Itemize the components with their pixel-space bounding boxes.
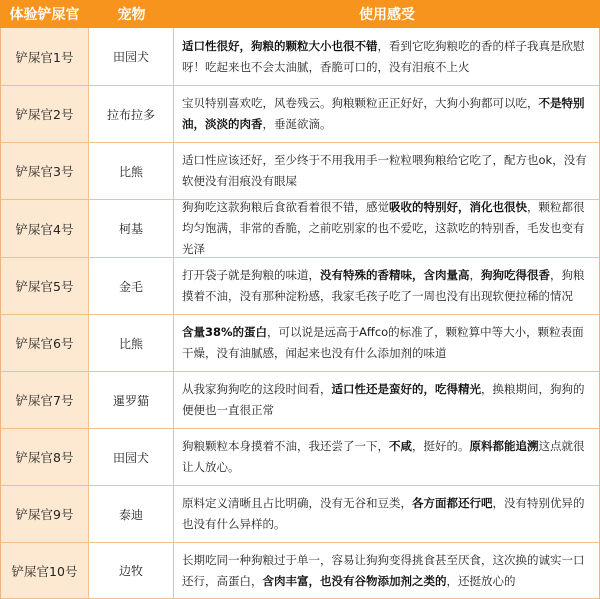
table-header	[0, 0, 600, 28]
pet-cell: 田园犬	[89, 429, 174, 485]
experience-cell	[174, 315, 599, 371]
table-row	[1, 372, 599, 429]
plain-text: 长期吃同一种狗粮过于单一，容易让狗狗变得挑食甚至厌食，这次换的诚实一口还行，高蛋白，	[182, 552, 585, 588]
pet-cell: 泰迪	[89, 486, 174, 542]
plain-text: ，没有特别优异的也没有什么异样的。	[182, 496, 585, 531]
plain-text: 宝贝特别喜欢吃，风卷残云。狗粮颗粒正正好好，大狗小狗都可以吃，	[182, 96, 539, 110]
experience-cell	[174, 86, 599, 142]
experience-text	[182, 436, 593, 478]
table-row	[1, 86, 599, 143]
highlight-text: 不咸	[389, 439, 412, 453]
experience-cell	[174, 486, 599, 542]
user-cell: 铲屎官4号	[1, 200, 89, 257]
plain-text: ，挺好的。	[412, 439, 470, 453]
user-cell: 铲屎官5号	[1, 258, 89, 314]
highlight-text: 不是特别油，淡淡的肉香	[182, 96, 585, 131]
header-experience: 使用感受	[359, 7, 415, 23]
plain-text: ，可以说是远高于Affco的标准了，颗粒算中等大小，颗粒表面干燥，没有油腻感，闻起来也没有什么添加剂的味道	[182, 325, 584, 360]
table-row	[1, 486, 599, 543]
table-row	[1, 143, 599, 200]
table-row	[1, 543, 599, 599]
experience-cell	[174, 258, 599, 314]
experience-cell	[174, 372, 599, 428]
plain-text: ，还挺放心的	[446, 573, 516, 588]
highlight-text: 适口性很好，狗粮的颗粒大小也很不错	[182, 38, 378, 53]
user-cell: 铲屎官9号	[1, 486, 89, 542]
experience-text	[182, 150, 593, 192]
table-row	[1, 200, 599, 258]
pet-cell: 比熊	[89, 315, 174, 371]
plain-text: ，狗粮摸着不油，没有那种淀粉感，我家毛孩子吃了一周也没有出现软便拉稀的情况	[182, 268, 585, 303]
experience-cell	[174, 429, 599, 485]
experience-text	[182, 379, 593, 421]
experience-text	[182, 550, 593, 592]
experience-cell	[174, 200, 599, 257]
pet-cell: 比熊	[89, 143, 174, 199]
highlight-text: 吸收的特别好，消化也很快	[389, 200, 527, 214]
plain-text: ，	[469, 268, 481, 282]
experience-cell	[174, 143, 599, 199]
plain-text: 狗粮颗粒本身摸着不油，我还尝了一下，	[182, 439, 389, 453]
plain-text: 原料定义清晰且占比明确，没有无谷和豆类，	[182, 496, 412, 510]
user-cell: 铲屎官10号	[1, 543, 89, 598]
pet-cell: 暹罗猫	[89, 372, 174, 428]
plain-text: 这点就很让人放心。	[182, 439, 585, 474]
table-row	[1, 258, 599, 315]
plain-text: 狗狗吃这款狗粮后食欲看着很不错，感觉	[182, 200, 389, 214]
plain-text: 从我家狗狗吃的这段时间看，	[182, 382, 332, 396]
plain-text: ，换粮期间，狗狗的便便也一直很正常	[182, 382, 585, 417]
user-cell: 铲屎官2号	[1, 86, 89, 142]
header-pet: 宠物	[117, 7, 146, 23]
table-body	[0, 28, 600, 599]
pet-cell: 拉布拉多	[89, 86, 174, 142]
plain-text: ，看到它吃狗粮吃的香的样子我真是欣慰呀！吃起来也不会太油腻，香脆可口的，没有泪痕不上火	[182, 38, 585, 74]
pet-cell: 金毛	[89, 258, 174, 314]
highlight-text: 狗狗吃得很香	[481, 268, 550, 282]
user-cell: 铲屎官6号	[1, 315, 89, 371]
experience-cell	[174, 543, 599, 598]
table-row	[1, 315, 599, 372]
experience-text	[182, 93, 593, 135]
table-row	[1, 28, 599, 86]
header-user: 体验铲屎官	[9, 7, 80, 23]
pet-cell: 柯基	[89, 200, 174, 257]
plain-text: 打开袋子就是狗粮的味道，	[182, 268, 320, 282]
table-row	[1, 429, 599, 486]
highlight-text: 适口性还是蛮好的，吃得精光	[331, 382, 481, 396]
experience-text	[182, 36, 593, 78]
pet-cell: 田园犬	[89, 28, 174, 85]
plain-text: ，垂涎欲滴。	[262, 117, 332, 131]
plain-text: 适口性应该还好，至少终于不用我用手一粒粒喂狗粮给它吃了，配方也ok，没有软便没有泪痕没有眼屎	[182, 153, 587, 188]
experience-text	[182, 322, 593, 364]
user-cell: 铲屎官3号	[1, 143, 89, 199]
highlight-text: 没有特殊的香精味，含肉量高	[320, 268, 470, 282]
user-cell: 铲屎官1号	[1, 28, 89, 85]
highlight-text: 含量38%的蛋白	[182, 325, 268, 339]
experience-cell	[174, 28, 599, 85]
user-cell: 铲屎官8号	[1, 429, 89, 485]
experience-text	[182, 265, 593, 307]
plain-text: ，颗粒都很均匀饱满，非常的香脆，之前吃别家的也不爱吃，这款吃的特别香，毛发也变有光泽	[182, 200, 585, 256]
experience-text	[182, 197, 593, 260]
highlight-text: 含肉丰富，也没有谷物添加剂之类的	[262, 573, 447, 588]
highlight-text: 各方面都还行吧	[412, 496, 493, 510]
pet-cell: 边牧	[89, 543, 174, 598]
user-cell: 铲屎官7号	[1, 372, 89, 428]
experience-text	[182, 493, 593, 535]
highlight-text: 原料都能追溯	[469, 439, 539, 453]
